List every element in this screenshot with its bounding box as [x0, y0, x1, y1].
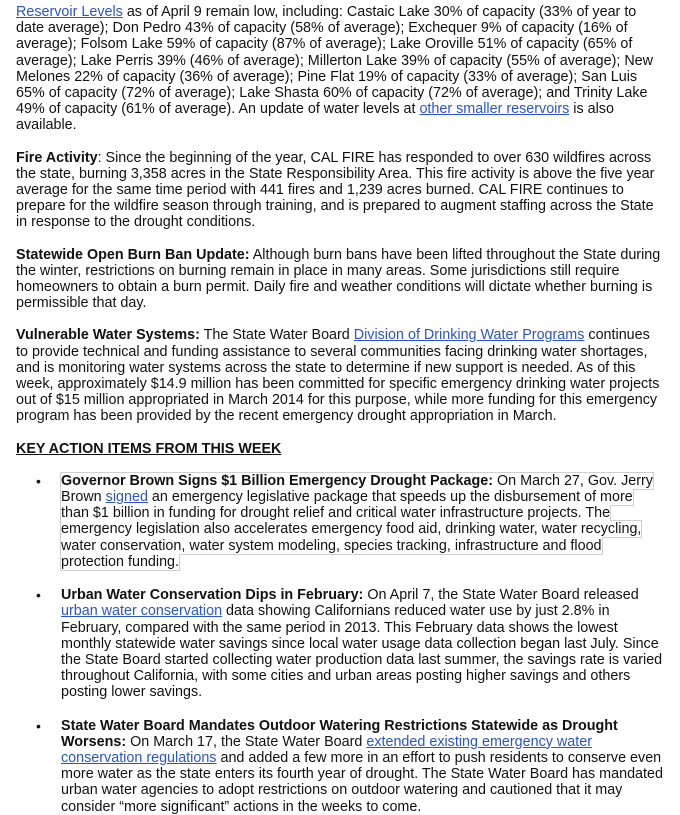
reservoir-levels-text-end: is also available.: [16, 101, 614, 134]
bullet-icon: •: [36, 587, 41, 604]
action-item-text-end: and added a few more in an effort to push residents to conserve even more water as the state enters its fourth year of drought. The State Water Board has mandated urban water agencies to adopt restrictions on outdoor watering and cautioned that it may consider “more significant” actions in the weeks to come.: [61, 749, 663, 815]
action-item-text: On March 17, the State Water Board: [126, 733, 367, 750]
burn-ban-heading: Statewide Open Burn Ban Update:: [16, 246, 250, 263]
bullet-icon: •: [36, 717, 41, 734]
action-item-text-end: data showing Californians reduced water use by just 2.8% in February, compared with the same period in 2013. This February data shows the lowest monthly statewide water savings since local water usage data collection began last July. Since the State Board started collecting water production data last summer, the savings rate is varied throughout California, with some cities and urban areas posting higher savings and others posting lower savings.: [61, 603, 663, 701]
vulnerable-water-systems-text: The State Water Board: [199, 327, 354, 344]
fire-activity-heading: Fire Activity: [16, 149, 98, 166]
drinking-water-programs-link[interactable]: Division of Drinking Water Programs: [353, 327, 585, 344]
fire-activity-text: : Since the beginning of the year, CAL FIRE has responded to over 630 wildfires across the state, burning 3,358 acres in the State Responsibility Area. This fire activity is above the five year average for the same time period with 441 fires and 1,239 acres burned. CAL FIRE continues to prepare for the wildfire season through training, and is prepared to augment staffing across the State in response to the drought conditions.: [16, 149, 655, 231]
burn-ban-paragraph: [16, 247, 664, 312]
bullet-icon: •: [36, 472, 41, 489]
action-item-title: State Water Board Mandates Outdoor Watering Restrictions Statewide as Drought Worsens:: [61, 717, 618, 750]
vulnerable-water-systems-paragraph: [16, 327, 664, 424]
fire-activity-paragraph: [16, 150, 664, 231]
other-smaller-reservoirs-link[interactable]: other smaller reservoirs: [419, 101, 570, 118]
vulnerable-water-systems-heading: Vulnerable Water Systems:: [16, 327, 200, 344]
conservation-regulations-link[interactable]: extended existing emergency water conservation regulations: [61, 733, 592, 766]
key-action-items-heading: KEY ACTION ITEMS FROM THIS WEEK: [16, 440, 282, 457]
action-item-text-end: an emergency legislative package that speeds up the disbursement of more than $1 billion in funding for drought relief and critical water infrastructure projects. The emergency legislation also accelerates emergency food aid, drinking water, water recycling, water conservation, water system modeling, species tracking, infrastructure and flood protection funding.: [61, 489, 642, 570]
reservoir-levels-link[interactable]: Reservoir Levels: [16, 4, 123, 20]
signed-link[interactable]: signed: [105, 489, 148, 506]
key-action-items-list: [16, 473, 664, 815]
vulnerable-water-systems-text-end: continues to provide technical and funding assistance to several communities facing drinking water shortages, and is monitoring water systems across the state to determine if new support is needed. As of this week, approximately $14.9 million has been committed for specific emergency drinking water projects out of $15 million appropriated in March 2014 for this purpose, while more funding for this emergency program has been provided by the recent emergency drought appropriation in March.: [16, 327, 660, 425]
action-item-title: Urban Water Conservation Dips in February:: [61, 587, 364, 604]
action-item-text: On March 27, Gov. Jerry Brown: [61, 472, 653, 506]
action-item-content: [61, 473, 653, 570]
burn-ban-text: Although burn bans have been lifted throughout the State during the winter, restrictions on burning remain in place in many areas. Some jurisdictions still require homeowners to obtain a burn permit. Daily fire and weather conditions will dictate whether burning is permissible that day.: [16, 246, 661, 312]
action-item-text: On April 7, the State Water Board released: [363, 587, 639, 604]
urban-water-conservation-link[interactable]: urban water conservation: [61, 603, 223, 620]
list-item: [16, 473, 664, 570]
list-item: [16, 718, 664, 815]
reservoir-levels-text: as of April 9 remain low, including: Castaic Lake 30% of capacity (33% of year to date average); Don Pedro 43% of capacity (58% of average); Exchequer 9% of capacity (16% of average); Folsom Lake 59% of capacity (87% of average); Lake Oroville 51% of capacity (65% of average); Lake Perris 39% (46% of average); Millerton Lake 39% of capacity (55% of average); New Melones 22% of capacity (36% of average); Pine Flat 19% of capacity (33% of average); San Luis 65% of capacity (72% of average); Lake Shasta 60% of capacity (72% of average); and Trinity Lake 49% of capacity (61% of average). An update of water levels at: [16, 4, 654, 118]
reservoir-levels-paragraph: [16, 4, 664, 134]
list-item: [16, 587, 664, 700]
action-item-title: Governor Brown Signs $1 Billion Emergency Drought Package:: [61, 472, 494, 489]
